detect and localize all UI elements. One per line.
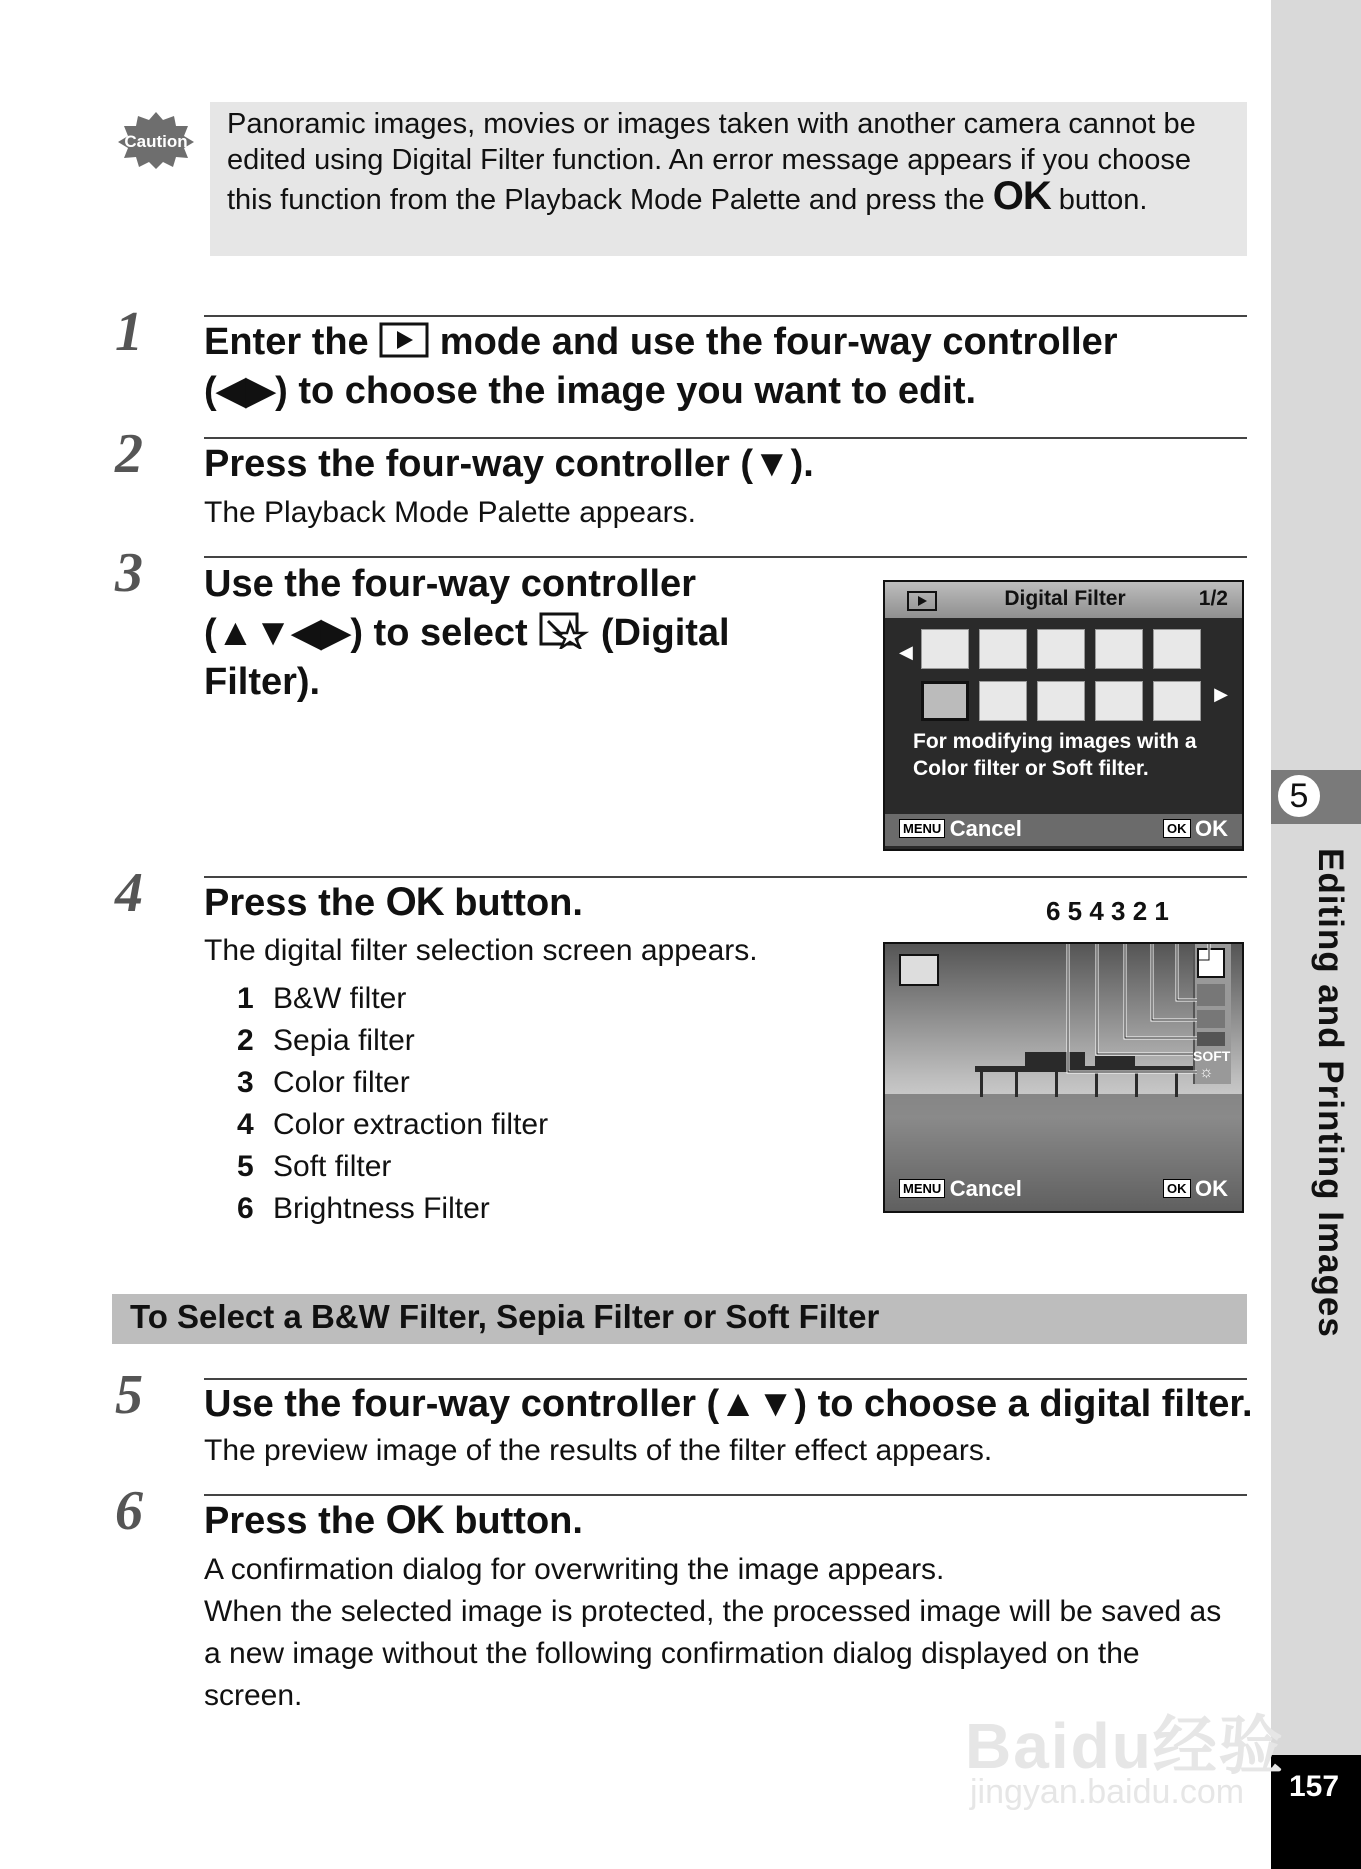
section-header: To Select a B&W Filter, Sepia Filter or Soft Filter xyxy=(130,1298,880,1335)
soft-filter-option[interactable]: SOFT xyxy=(1193,1048,1231,1064)
page-number: 157 xyxy=(1288,1770,1340,1803)
brightness-filter-option[interactable]: ☼ xyxy=(1199,1064,1214,1081)
callout-numbers: 6 5 4 3 2 1 xyxy=(1046,896,1169,926)
playback-palette-screen xyxy=(883,580,1244,851)
divider xyxy=(204,556,1247,558)
chapter-title: Editing and Printing Images xyxy=(1311,848,1350,1338)
step-4-description: The digital filter selection screen appears. xyxy=(204,934,758,967)
step-1-title: Enter the mode and use the four-way controller (◀▶) to choose the image you want to edit. xyxy=(204,321,1118,412)
step-2-description: The Playback Mode Palette appears. xyxy=(204,496,696,529)
step-5-description: The preview image of the results of the filter effect appears. xyxy=(204,1434,993,1467)
step-3-number: 3 xyxy=(115,542,143,604)
palette-rotate-icon[interactable] xyxy=(1153,629,1201,669)
right-arrow-icon: ▶ xyxy=(1214,684,1228,704)
palette-cropping-icon[interactable] xyxy=(1037,629,1085,669)
palette-voice-memo-icon[interactable] xyxy=(1153,681,1201,721)
cancel-control[interactable]: MENU Cancel xyxy=(899,1176,1022,1202)
list-item: 5 Soft filter xyxy=(237,1150,392,1183)
list-item: 6 Brightness Filter xyxy=(237,1192,490,1225)
palette-red-eye-icon[interactable] xyxy=(1095,681,1143,721)
menu-tag: MENU xyxy=(899,1179,945,1198)
divider xyxy=(204,315,1247,317)
list-item: 2 Sepia filter xyxy=(237,1024,415,1057)
playback-mode-icon xyxy=(379,322,429,358)
ok-tag: OK xyxy=(1163,1179,1191,1198)
ok-glyph: OK xyxy=(385,1498,444,1542)
ok-control[interactable]: OK OK xyxy=(1163,816,1228,842)
ok-glyph: OK xyxy=(385,880,444,924)
step-3-title: Use the four-way controller (▲▼◀▶) to select (Digital Filter). xyxy=(204,563,730,703)
ok-tag: OK xyxy=(1163,819,1191,838)
screen-page-indicator: 1/2 xyxy=(1198,587,1228,610)
palette-copy-icon[interactable] xyxy=(1095,629,1143,669)
palette-digital-filter-icon[interactable] xyxy=(921,681,969,721)
step-6-title: Press the OK button. xyxy=(204,1498,583,1542)
watermark-logo: Baidu经验 xyxy=(965,1710,1285,1782)
digital-filter-icon xyxy=(538,611,590,649)
screen-title: Digital Filter xyxy=(1004,587,1126,610)
callout-lines xyxy=(885,944,1242,1211)
step-5-title: Use the four-way controller (▲▼) to choose a digital filter. xyxy=(204,1383,1253,1425)
chapter-number: 5 xyxy=(1276,773,1322,819)
filter-selection-screen xyxy=(883,942,1244,1213)
step-2-number: 2 xyxy=(115,423,143,485)
ok-glyph: OK xyxy=(992,174,1051,218)
cancel-control[interactable]: MENU Cancel xyxy=(899,816,1022,842)
left-arrow-icon: ◀ xyxy=(899,642,913,662)
watermark-url: jingyan.baidu.com xyxy=(970,1773,1245,1811)
list-item: 4 Color extraction filter xyxy=(237,1108,549,1141)
step-6-number: 6 xyxy=(115,1480,143,1542)
list-item: 1 B&W filter xyxy=(237,982,407,1015)
list-item: 3 Color filter xyxy=(237,1066,410,1099)
caution-text: Panoramic images, movies or images taken with another camera cannot be edited using Digital Filter function. An error message appears if you choose this function from the Playback Mode Palette and press the OK button. xyxy=(227,108,1196,218)
step-4-title: Press the OK button. xyxy=(204,880,583,924)
svg-text:Caution: Caution xyxy=(124,132,188,151)
step-6-description: A confirmation dialog for overwriting the image appears. When the selected image is protected, the processed image will be saved as a new image without the following confirmation dialog displayed on the screen. xyxy=(204,1553,1222,1712)
palette-resize-icon[interactable] xyxy=(979,629,1027,669)
ok-control[interactable]: OK OK xyxy=(1163,1176,1228,1202)
step-2-title: Press the four-way controller (▼). xyxy=(204,443,814,485)
palette-description: For modifying images with a Color filter or Soft filter. xyxy=(913,730,1197,780)
palette-frame-icon[interactable] xyxy=(1037,681,1085,721)
step-5-number: 5 xyxy=(115,1364,143,1426)
caution-icon xyxy=(116,110,196,170)
filter-list xyxy=(237,978,548,1230)
palette-slideshow-icon[interactable] xyxy=(921,629,969,669)
step-1-number: 1 xyxy=(115,301,143,363)
playback-mode-icon xyxy=(907,591,937,611)
divider xyxy=(204,437,1247,439)
palette-grid xyxy=(921,629,1211,725)
palette-movie-edit-icon[interactable] xyxy=(979,681,1027,721)
menu-tag: MENU xyxy=(899,819,945,838)
step-4-number: 4 xyxy=(115,862,143,924)
